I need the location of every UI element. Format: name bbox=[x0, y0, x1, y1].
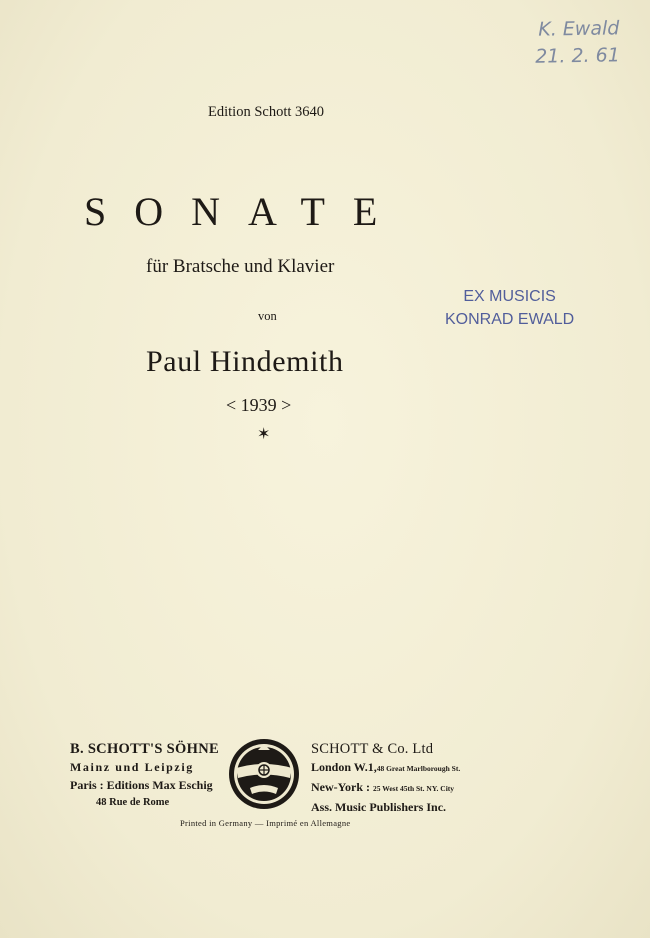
publisher-name: B. SCHOTT'S SÖHNE bbox=[70, 741, 219, 757]
newyork-address bbox=[311, 778, 460, 798]
newyork-city: New-York : bbox=[311, 780, 370, 794]
composer-name: Paul Hindemith bbox=[146, 345, 344, 378]
schott-logo-icon bbox=[228, 738, 300, 810]
newyork-street: 25 West 45th St. NY. City bbox=[373, 784, 455, 793]
work-subtitle: für Bratsche und Klavier bbox=[146, 256, 335, 277]
composition-year: < 1939 > bbox=[226, 395, 292, 415]
newyork-publisher: Ass. Music Publishers Inc. bbox=[311, 800, 447, 814]
signature-date: 21. 2. 61 bbox=[535, 44, 621, 68]
by-label: von bbox=[258, 309, 277, 323]
stamp-line-1: EX MUSICIS bbox=[463, 288, 556, 305]
publisher-left-block bbox=[70, 740, 219, 812]
publisher-cities: Mainz und Leipzig bbox=[70, 760, 194, 774]
star-ornament-icon: ✶ bbox=[257, 426, 271, 443]
paris-agent: Paris : Editions Max Eschig bbox=[70, 778, 213, 792]
london-street: 48 Great Marlborough St. bbox=[376, 764, 461, 773]
handwritten-signature bbox=[535, 15, 621, 70]
signature-name: K. Ewald bbox=[538, 17, 620, 41]
publisher-right-block bbox=[311, 740, 460, 816]
ownership-stamp bbox=[445, 285, 574, 331]
work-title: SONATE bbox=[84, 189, 406, 234]
printed-in-note: Printed in Germany — Imprimé en Allemagne bbox=[180, 818, 351, 828]
london-city: London W.1, bbox=[311, 760, 377, 774]
edition-number: Edition Schott 3640 bbox=[208, 104, 324, 120]
stamp-line-2: KONRAD EWALD bbox=[445, 311, 575, 328]
paris-address: 48 Rue de Rome bbox=[96, 797, 170, 808]
london-publisher: SCHOTT & Co. Ltd bbox=[311, 741, 434, 757]
london-address bbox=[311, 758, 460, 778]
